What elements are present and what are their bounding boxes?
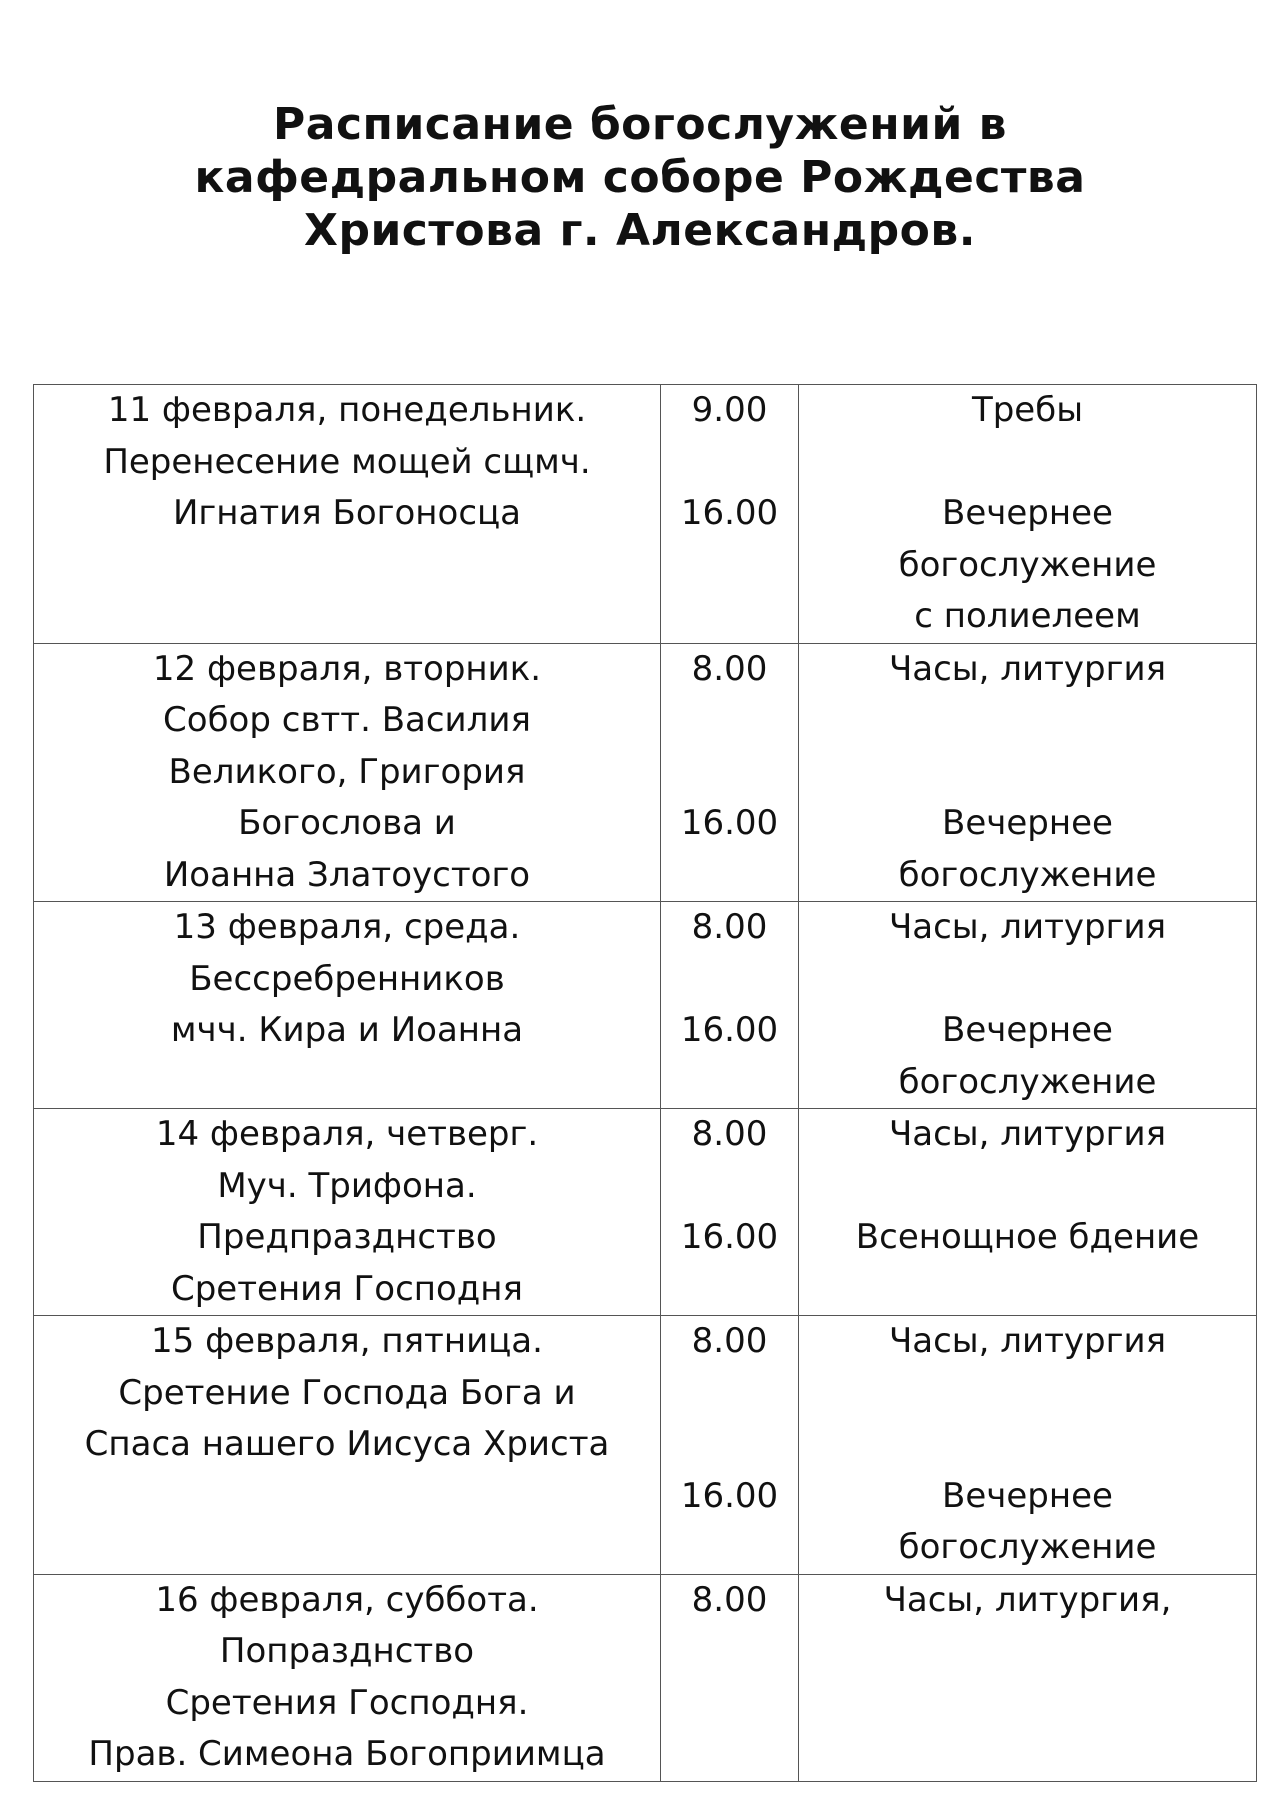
time-value: 8.00 <box>691 1579 768 1620</box>
time-value: 8.00 <box>691 648 768 689</box>
spacer <box>661 1368 798 1420</box>
day-cell <box>34 385 661 644</box>
spacer <box>661 747 798 799</box>
service-line: богослужение <box>898 854 1157 895</box>
title-line: кафедральном соборе Рождества <box>194 152 1086 203</box>
table-row <box>34 902 1257 1109</box>
table-row <box>34 1109 1257 1316</box>
spacer <box>799 954 1256 1006</box>
day-line: 14 февраля, четверг. <box>155 1114 539 1154</box>
table-row <box>34 1574 1257 1781</box>
day-line: 13 февраля, среда. <box>173 907 521 947</box>
day-line: Богослова и <box>238 803 456 843</box>
day-line: 15 февраля, пятница. <box>151 1321 543 1361</box>
service-line: Требы <box>971 390 1084 430</box>
time-cell <box>661 385 799 644</box>
day-line: 16 февраля, суббота. <box>155 1579 539 1620</box>
spacer <box>661 437 798 489</box>
day-line: Бессребренников <box>189 958 505 999</box>
schedule-table <box>33 384 1257 1782</box>
service-cell <box>799 1109 1257 1316</box>
service-line: Часы, литургия <box>888 1321 1167 1361</box>
title-line: Расписание богослужений в <box>273 99 1007 150</box>
day-line: Сретение Господа Бога и <box>118 1372 576 1413</box>
service-line: богослужение <box>898 1527 1157 1567</box>
service-cell <box>799 1316 1257 1575</box>
time-value: 9.00 <box>691 390 768 430</box>
service-line: с полиелеем <box>914 596 1141 636</box>
spacer <box>661 695 798 747</box>
spacer <box>661 954 798 1006</box>
day-line: Собор свтт. Василия <box>163 700 531 740</box>
time-cell <box>661 1574 799 1781</box>
day-line: Перенесение мощей сщмч. <box>103 441 591 482</box>
service-line: Часы, литургия <box>888 907 1167 947</box>
table-row <box>34 1316 1257 1575</box>
day-line: Сретения Господня <box>170 1268 523 1309</box>
day-line: Игнатия Богоносца <box>172 493 522 533</box>
day-line: мчч. Кира и Иоанна <box>170 1010 524 1050</box>
day-cell <box>34 1109 661 1316</box>
service-line: Часы, литургия <box>888 648 1167 689</box>
spacer <box>799 747 1256 799</box>
day-line: Иоанна Златоустого <box>163 854 531 895</box>
day-line: Муч. Трифона. <box>217 1165 477 1206</box>
day-line: Предпразднство <box>197 1217 497 1257</box>
title-line: Христова г. Александров. <box>304 205 976 256</box>
time-value: 16.00 <box>680 493 779 533</box>
time-value: 16.00 <box>680 1217 779 1257</box>
service-line: Вечернее <box>942 1010 1113 1050</box>
service-line: богослужение <box>898 1061 1157 1102</box>
service-line: Часы, литургия, <box>883 1579 1172 1620</box>
table-row <box>34 643 1257 902</box>
day-line: 12 февраля, вторник. <box>152 648 542 689</box>
service-cell <box>799 643 1257 902</box>
time-cell <box>661 902 799 1109</box>
time-cell <box>661 643 799 902</box>
day-line: 11 февраля, понедельник. <box>107 390 587 430</box>
time-value: 8.00 <box>691 907 768 947</box>
day-line: Великого, Григория <box>168 751 526 792</box>
spacer <box>799 1161 1256 1213</box>
time-value: 16.00 <box>680 803 779 843</box>
day-cell <box>34 902 661 1109</box>
service-line: Всенощное бдение <box>855 1217 1200 1257</box>
service-line: Часы, литургия <box>888 1114 1167 1154</box>
time-value: 16.00 <box>680 1010 779 1050</box>
time-cell <box>661 1109 799 1316</box>
service-cell <box>799 385 1257 644</box>
service-line: Вечернее <box>942 1475 1113 1516</box>
day-line: Спаса нашего Иисуса Христа <box>84 1424 610 1464</box>
service-line: Вечернее <box>942 803 1113 843</box>
day-cell <box>34 1574 661 1781</box>
time-value: 8.00 <box>691 1114 768 1154</box>
spacer <box>799 695 1256 747</box>
day-line: Сретения Господня. <box>165 1682 529 1723</box>
spacer <box>799 1419 1256 1471</box>
spacer <box>661 1161 798 1213</box>
day-line: Прав. Симеона Богоприимца <box>88 1734 606 1774</box>
spacer <box>661 1419 798 1471</box>
service-line: Вечернее <box>942 493 1113 533</box>
time-value: 16.00 <box>680 1475 779 1516</box>
service-cell <box>799 1574 1257 1781</box>
day-cell <box>34 643 661 902</box>
time-cell <box>661 1316 799 1575</box>
service-cell <box>799 902 1257 1109</box>
page-title <box>0 98 1280 257</box>
day-line: Попразднство <box>219 1631 475 1671</box>
day-cell <box>34 1316 661 1575</box>
spacer <box>799 1368 1256 1420</box>
spacer <box>799 437 1256 489</box>
service-line: богослужение <box>898 544 1157 585</box>
time-value: 8.00 <box>691 1321 768 1361</box>
table-row <box>34 385 1257 644</box>
